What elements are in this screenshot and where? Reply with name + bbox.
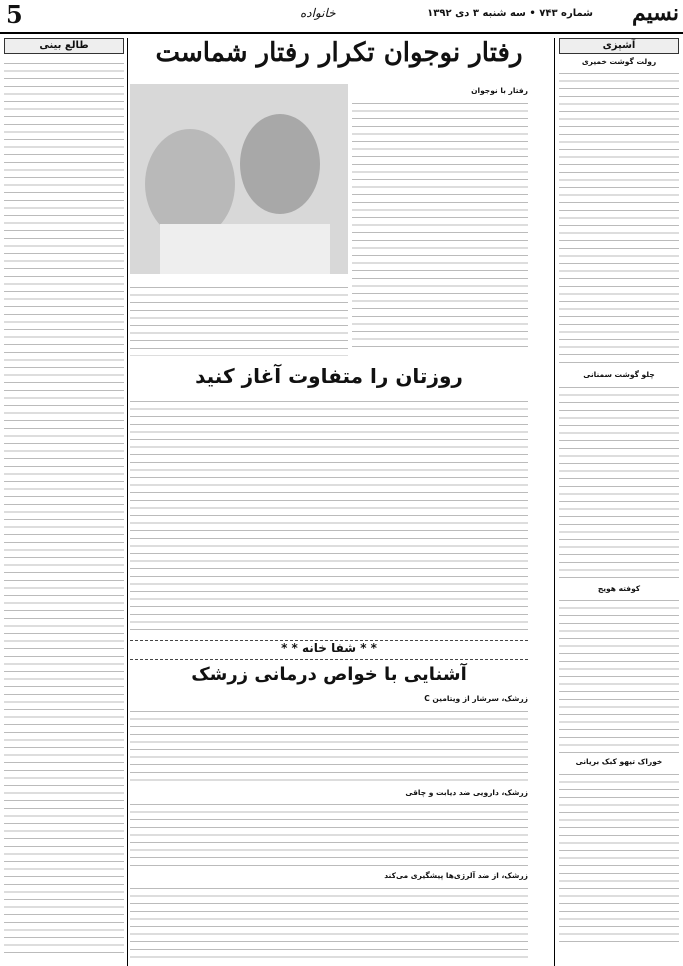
recipe-body bbox=[559, 68, 679, 368]
article-text bbox=[130, 282, 348, 356]
recipe-body bbox=[559, 382, 679, 582]
main-headline: رفتار نوجوان تکرار رفتار شماست bbox=[155, 38, 523, 68]
cooking-title: آشپزی bbox=[559, 38, 679, 54]
recipe-title: چلو گوشت سمنانی bbox=[583, 370, 655, 380]
article-text bbox=[130, 799, 528, 869]
page-number: 5 bbox=[6, 0, 23, 29]
third-headline: آشنایی با خواص درمانی زرشک bbox=[191, 664, 467, 685]
recipe-body bbox=[559, 769, 679, 949]
recipe-title: رولت گوشت خمیری bbox=[581, 56, 657, 66]
article-photo bbox=[130, 84, 348, 274]
section-banner: * * شفا خانه * * bbox=[130, 640, 528, 660]
recipe-title: خوراک تیهو کبک بریانی bbox=[575, 757, 663, 767]
newspaper-logo: نسیم bbox=[631, 0, 679, 26]
article-body bbox=[352, 84, 528, 354]
article-text bbox=[130, 883, 528, 962]
recipe-body bbox=[559, 595, 679, 755]
article-text bbox=[130, 706, 528, 786]
article-subhead: زرشک، دارویی ضد دیابت و چاقی bbox=[405, 787, 528, 797]
article-subhead: زرشک، از ضد آلرژی‌ها پیشگیری می‌کند bbox=[384, 871, 528, 881]
horoscope-column bbox=[4, 38, 124, 966]
cooking-column bbox=[559, 38, 679, 966]
second-headline: روزتان را متفاوت آغاز کنید bbox=[195, 364, 463, 388]
article-subhead: رفتار با نوجوان bbox=[471, 86, 528, 95]
masthead bbox=[0, 0, 683, 34]
horoscope-title: طالع بینی bbox=[4, 38, 124, 54]
third-article bbox=[130, 692, 528, 962]
teens-shaving-image bbox=[130, 84, 348, 274]
recipe-title: کوفته هویج bbox=[597, 583, 641, 593]
issue-info: شماره ۷۴۳ • سه شنبه ۳ دی ۱۳۹۲ bbox=[427, 8, 593, 19]
section-name: خانواده bbox=[300, 6, 336, 20]
column-rule bbox=[127, 38, 128, 966]
column-rule bbox=[554, 38, 555, 966]
second-article-text bbox=[130, 396, 528, 632]
article-subhead: زرشک، سرشار از ویتامین C bbox=[424, 694, 528, 703]
article-text bbox=[352, 98, 528, 348]
horoscope-body bbox=[4, 58, 124, 958]
